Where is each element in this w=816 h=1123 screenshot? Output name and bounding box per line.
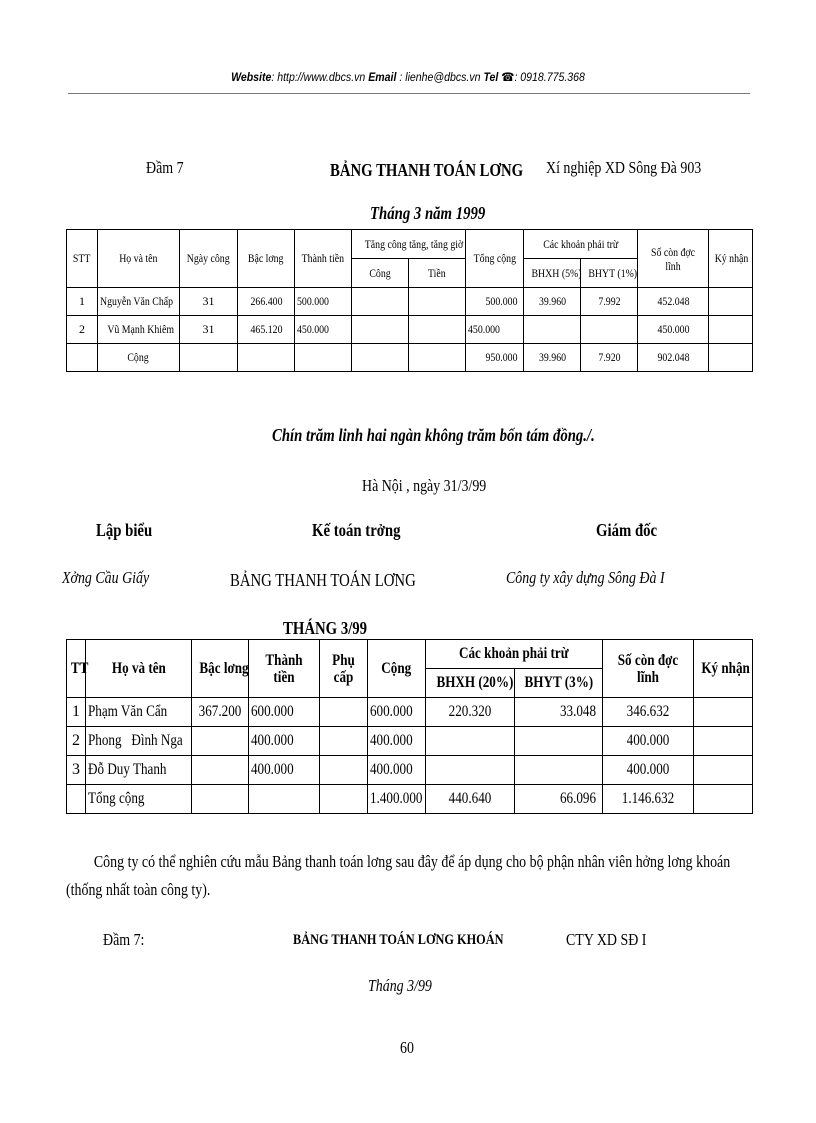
row-amount: 450.000 <box>297 322 329 336</box>
col-days: Ngày công <box>187 251 230 265</box>
row-name: Nguyễn Văn Chấp <box>100 294 174 308</box>
row-tt: 1 <box>72 703 80 720</box>
row-sum: 600.000 <box>370 703 413 720</box>
doc3-unit-right: CTY XD SĐ I <box>566 930 647 949</box>
col-rank: Bậc lơng <box>248 251 284 265</box>
col-sign: Ký nhận <box>714 251 749 265</box>
doc1-unit-right: Xí nghiệp XD Sông Đà 903 <box>546 158 702 177</box>
row-total: 500.000 <box>485 294 518 308</box>
total-remaining: 1.146.632 <box>621 790 675 807</box>
col-deductions: Các khoản phải trừ <box>543 236 619 251</box>
col-name: Họ và tên <box>111 659 166 677</box>
row-bhyt: 33.048 <box>559 703 597 720</box>
table-total-row <box>67 785 753 814</box>
row-rank: 465.120 <box>250 322 282 336</box>
row-stt: 1 <box>79 294 85 308</box>
sum-label: Cộng <box>127 350 150 364</box>
header-divider <box>68 93 750 94</box>
doc2-unit-left: Xởng Cầu Giấy <box>62 568 150 587</box>
row-tt: 2 <box>72 732 80 749</box>
sum-total: 950.000 <box>485 350 518 364</box>
row-name: Vũ Mạnh Khiêm <box>107 322 175 336</box>
tel-label: Tel <box>483 70 499 84</box>
doc2-title: BẢNG THANH TOÁN LƠNG <box>230 570 416 590</box>
col-allowance: Phụ cấp <box>332 651 355 686</box>
col-name: Họ và tên <box>119 251 158 265</box>
table-row <box>67 727 753 756</box>
col-bhyt: BHYT (3%) <box>524 674 594 691</box>
col-deductions: Các khoản phải trừ <box>459 645 569 662</box>
col-ot-days: Công <box>369 265 391 280</box>
signer-accountant: Kế toán trởng <box>312 520 401 540</box>
col-amount: Thành tiền <box>265 651 303 686</box>
row-rank: 266.400 <box>250 294 282 308</box>
row-sum: 400.000 <box>370 732 413 749</box>
table-row <box>67 316 753 344</box>
total-sum: 1.400.000 <box>370 790 423 807</box>
col-overtime: Tăng công tăng, tăng giờ <box>364 236 464 251</box>
row-amount: 600.000 <box>251 703 294 720</box>
row-remaining: 452.048 <box>657 294 690 308</box>
col-stt: STT <box>73 251 91 265</box>
phone-icon: ☎ <box>501 70 515 84</box>
doc2-unit-right: Công ty xây dựng Sông Đà I <box>506 568 665 587</box>
sum-bhyt: 7.920 <box>597 350 621 364</box>
table-sum-row <box>67 344 753 372</box>
table-row <box>67 756 753 785</box>
row-name: Phong Đình Nga <box>88 732 183 749</box>
sum-bhxh: 39.960 <box>538 350 566 364</box>
doc2-payroll-table <box>66 639 753 814</box>
doc1-subtitle: Tháng 3 năm 1999 <box>370 203 486 223</box>
row-days: 31 <box>202 294 215 308</box>
email-address: : lienhe@dbcs.vn <box>399 70 481 84</box>
total-bhxh: 440.640 <box>448 790 492 807</box>
col-total: Tổng cộng <box>473 251 516 265</box>
body-paragraph: Công ty có thể nghiên cứu mẫu Bảng thanh toán lơng sau đây để áp dụng cho bộ phận nhân viên hởng lơng khoán (thống nhất toàn công ty). <box>66 852 731 899</box>
col-tt: TT <box>70 659 89 677</box>
row-stt: 2 <box>79 322 85 336</box>
row-amount: 400.000 <box>251 732 294 749</box>
total-label: Tổng cộng <box>88 790 145 807</box>
amount-in-words: Chín trăm linh hai ngàn không trăm bốn tám đồng./. <box>272 425 595 445</box>
tel-number: : 0918.775.368 <box>514 70 585 84</box>
doc2-subtitle: THÁNG 3/99 <box>283 618 368 638</box>
row-amount: 400.000 <box>251 761 294 778</box>
row-total: 450.000 <box>468 322 500 336</box>
table-row <box>67 288 753 316</box>
row-tt: 3 <box>72 761 80 778</box>
row-amount: 500.000 <box>297 294 329 308</box>
signer-preparer: Lập biểu <box>96 520 153 540</box>
email-label: Email <box>368 70 397 84</box>
row-sum: 400.000 <box>370 761 413 778</box>
row-rank: 367.200 <box>198 703 242 720</box>
row-remaining: 346.632 <box>626 703 670 720</box>
sum-remaining: 902.048 <box>657 350 690 364</box>
col-ot-money: Tiền <box>428 265 446 280</box>
row-name: Đỗ Duy Thanh <box>88 761 167 778</box>
col-amount: Thành tiền <box>301 251 345 265</box>
row-remaining: 450.000 <box>657 322 690 336</box>
col-bhxh: BHXH (20%) <box>436 674 514 691</box>
page-header <box>49 70 767 84</box>
doc3-title: BẢNG THANH TOÁN LƠNG KHOÁN <box>293 932 504 948</box>
row-bhxh: 220.320 <box>448 703 492 720</box>
page-number: 60 <box>400 1038 414 1057</box>
row-days: 31 <box>202 322 215 336</box>
table-row <box>67 698 753 727</box>
row-remaining: 400.000 <box>626 761 670 778</box>
col-bhxh: BHXH (5%) <box>531 265 582 280</box>
website-label: Website <box>231 70 272 84</box>
doc1-payroll-table <box>66 229 753 372</box>
row-bhyt: 7.992 <box>597 294 621 308</box>
col-bhyt: BHYT (1%) <box>588 265 638 280</box>
col-remaining: Số còn đợc lĩnh <box>617 651 679 686</box>
row-bhxh: 39.960 <box>538 294 566 308</box>
row-name: Phạm Văn Cẩn <box>88 703 168 720</box>
doc3-subtitle: Tháng 3/99 <box>368 976 432 995</box>
website-url: : http://www.dbcs.vn <box>271 70 366 84</box>
col-rank: Bậc lơng <box>199 659 249 677</box>
doc1-unit-left: Đầm 7 <box>146 158 184 177</box>
doc3-unit-left: Đầm 7: <box>103 930 145 949</box>
col-sign: Ký nhận <box>701 659 750 677</box>
row-remaining: 400.000 <box>626 732 670 749</box>
place-date: Hà Nội , ngày 31/3/99 <box>362 476 487 495</box>
col-remaining: Số còn đợc lĩnh <box>651 244 696 273</box>
total-bhyt: 66.096 <box>559 790 597 807</box>
col-sum: Cộng <box>381 659 412 677</box>
signer-director: Giám đốc <box>596 520 658 540</box>
doc1-title: BẢNG THANH TOÁN LƠNG <box>330 160 524 180</box>
